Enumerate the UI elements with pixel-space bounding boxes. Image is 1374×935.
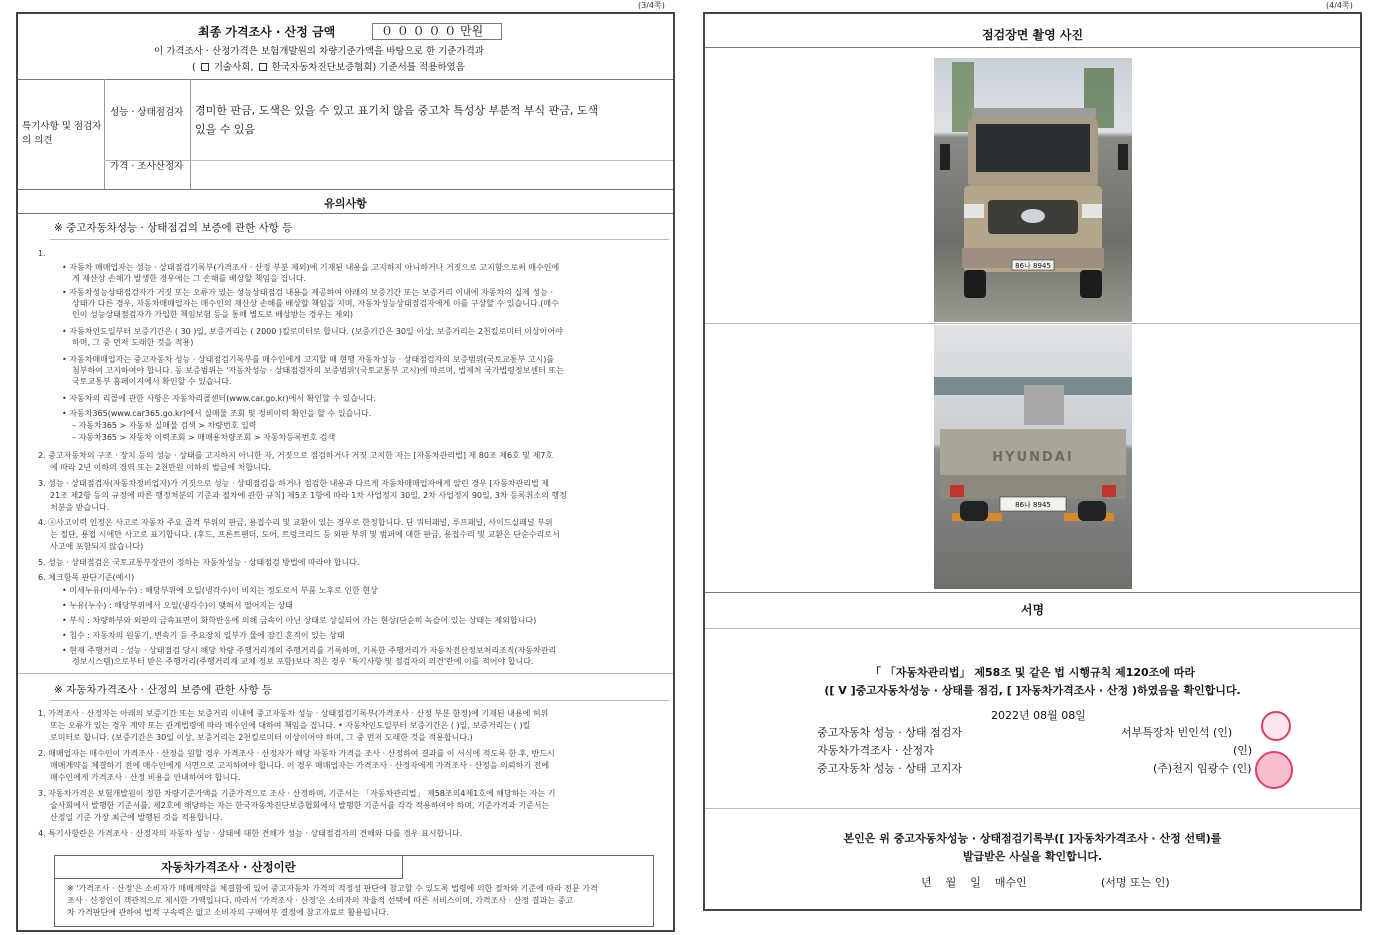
- section-heading: ※ 자동차가격조사 · 산정의 보증에 관한 사항 등: [54, 684, 273, 696]
- final-price-note: 이 가격조사 · 산정가격은 보험개발원의 차량기준가액을 바탕으로 한 기준가격과: [154, 46, 485, 57]
- license-plate-text: 86나 8945: [1015, 262, 1051, 270]
- list-item: 술사회에서 발행한 기준서를, 제2호에 해당하는 자는 한국자동차진단보증협회에서 발행한 기준서를 각각 적용하여야 하며, 기준가격과 기준서는: [50, 801, 550, 810]
- standard-options: ( 기술사회, 한국자동차진단보증협회) 기준서를 적용하였음: [192, 62, 465, 73]
- opinion-section-label: 특기사항 및 점검자의 의견: [22, 121, 102, 146]
- signer-role: 중고자동차 성능 · 상태 점검자: [817, 726, 962, 739]
- inspection-photo-front: [934, 58, 1132, 322]
- list-item: 3. 자동차가격은 보험개발원이 정한 차량기준가액을 기준가격으로 조사 · 산정하며, 기준서는 「자동차관리법」 제58조의4제1호에 해당하는 자는 기: [38, 789, 556, 798]
- list-item: 상태가 다른 경우, 자동차매매업자는 매수인의 재산상 손해를 배상할 책임을 지며, 자동차성능상태점검자에게 이를 구상할 수 있습니다.(매수: [72, 299, 559, 308]
- list-item: 5. 성능 · 상태점검은 국토교통부장관이 정하는 자동차성능 · 상태점검 방법에 따라야 합니다.: [38, 558, 360, 567]
- list-item: 사고에 포함되지 않습니다): [50, 542, 144, 551]
- list-item: 21조 제2항 등의 규정에 따른 행정처분의 기준과 절차에 관한 규칙] 제5조 1항에 따라 1차 사업정지 30일, 2차 사업정지 90일, 3차 등록취소의 행정: [50, 491, 567, 500]
- signature-section-title: 서명: [1020, 603, 1045, 617]
- buyer-signature-field[interactable]: (서명 또는 인): [1101, 876, 1170, 889]
- list-item: • 자동차 매매업자는 성능 · 상태점검기록부(가격조사 · 산정 부분 제외)에 기재된 내용을 고지하지 아니하거나 거짓으로 고지함으로써 매수인에: [62, 263, 560, 272]
- inspector-opinion-text: 있을 수 있음: [195, 123, 256, 136]
- list-item: 2. 매매업자는 매수인이 가격조사 · 산정을 원할 경우 가격조사 · 산정자가 해당 자동차 가격을 조사 · 산정하여 결과를 이 서식에 적도록 한 후, 반드시: [38, 749, 555, 758]
- photo-section-title: 점검장면 촬영 사진: [981, 28, 1084, 42]
- page-number: (3/4쪽): [638, 1, 665, 10]
- definition-title: 자동차가격조사 · 산정이란: [55, 856, 403, 879]
- law-reference: 「 「자동차관리법」 제58조 및 같은 법 시행규칙 제120조에 따라: [869, 666, 1196, 679]
- final-price-label: 최종 가격조사 · 산정 금액: [198, 25, 336, 39]
- form-page-4: [703, 12, 1362, 911]
- signer-name: (인): [1233, 744, 1253, 757]
- list-item: • 현재 주행거리 : 성능 · 상태점검 당시 해당 차량 주행거리계의 주행거리를 기록하며, 기록한 주행거리가 자동차전산정보처리조직(자동차관리: [62, 646, 557, 655]
- list-item: 3. 성능 · 상태점검자(자동차정비업자)가 거짓으로 성능 · 상태점검을 하거나 점검한 내용과 다르게 자동차매매업자에게 알린 경우 [자동차관리법 제: [38, 479, 549, 488]
- list-item: – 자동차365 > 자동차 실매물 검색 > 차량번호 입력: [72, 421, 257, 430]
- final-price-field[interactable]: ０ ０ ０ ０ ０ 만원: [372, 23, 502, 40]
- list-number: 1.: [38, 249, 46, 258]
- list-item: 또는 오류가 있는 경우 계약 또는 관계법령에 따라 매수인에 대하여 책임을 집니다. • 자동차인도일부터 보증기간은 ( )일, 보증거리는 ( )킬: [50, 721, 531, 730]
- list-item: • 자동차성능상태점검자가 거짓 또는 오류가 있는 성능상태점검 내용을 제공하여 아래의 보증기간 또는 보증거리 이내에 자동차의 실제 성능 ·: [62, 288, 553, 297]
- list-item: 2. 중고자동차의 구조 · 장치 등의 성능 · 상태를 고지하지 아니한 자, 거짓으로 점검하거나 거짓 고지한 자는 [자동차관리법] 제 80조 제6호 및 제7호: [38, 451, 554, 460]
- list-item: – 자동차365 > 자동차 이력조회 > 매매용차량조회 > 자동차등록번호 검색: [72, 433, 336, 442]
- inspector-opinion-text: 경미한 판금, 도색은 있을 수 있고 표기치 않음 중고차 특성상 부분적 부식 판금, 도색: [195, 104, 599, 117]
- inspection-photo-rear: [934, 325, 1132, 589]
- signer-name: 서부특장차 빈인석 (인): [1121, 726, 1233, 739]
- buyer-date-line: 년 월 일 매수인: [921, 876, 1027, 889]
- signature-date: 2022년 08월 08일: [991, 709, 1086, 722]
- list-item: 1. 가격조사 · 산정자는 아래의 보증기간 또는 보증거리 이내에 중고자동차 성능 · 상태점검기록부(가격조사 · 산정 부분 한정)에 기재된 내용에 허위: [38, 709, 549, 718]
- definition-box: [54, 855, 654, 927]
- list-item: 하며, 그 중 먼저 도래한 것을 적용): [72, 338, 194, 347]
- confirmation-statement: ([ V ]중고자동차성능 · 상태를 점검, [ ]자동차가격조사 · 산정 )하였음을 확인합니다.: [824, 684, 1241, 697]
- receipt-statement: 본인은 위 중고자동차성능 · 상태점검기록부([ ]자동차가격조사 · 산정 선택)를: [843, 832, 1222, 845]
- appraiser-label: 가격 · 조사산정자: [110, 161, 184, 172]
- definition-text: ※ '가격조사 · 산정'은 소비자가 매매계약을 체결함에 있어 중고자동차 가격의 적정성 판단에 참고할 수 있도록 법령에 의한 절차와 기준에 따라 전문 가격: [67, 884, 598, 893]
- definition-text: 조사 · 산정인이 객관적으로 제시한 가액입니다. 따라서 '가격조사 · 산정'은 소비자의 자율적 선택에 따른 서비스이며, 가격조사 · 산정 결과는 중고: [67, 896, 573, 905]
- list-item: 매수인에게 가격조사 · 산정 비용을 안내하여야 합니다.: [50, 773, 241, 782]
- option-label: 한국자동차진단보증협회) 기준서를 적용하였음: [271, 62, 465, 73]
- license-plate-text: 86나 8945: [1015, 501, 1051, 509]
- form-page-3: [16, 12, 675, 932]
- list-item: • 자동차의 리콜에 관한 사항은 자동차리콜센터(www.car.go.kr)에서 확인할 수 있습니다.: [62, 394, 377, 403]
- seal-stamp-icon: [1261, 711, 1291, 741]
- option-checkbox[interactable]: [259, 63, 267, 71]
- list-item: 에 따라 2년 이하의 징역 또는 2천만원 이하의 벌금에 처합니다.: [50, 463, 272, 472]
- list-item: • 누유(누수) : 해당부위에서 오일(냉각수)이 맺혀서 떨어지는 상태: [62, 601, 293, 610]
- definition-text: 차 가격판단에 관하여 법적 구속력은 없고 소비자의 구매여부 결정에 참고자료로 활용됩니다.: [67, 908, 389, 917]
- notice-title: 유의사항: [324, 197, 367, 210]
- list-item: 국토교통부 홈페이지에서 확인할 수 있습니다.: [72, 377, 232, 386]
- list-item: 정보시스템)으로부터 받은 주행거리(주행거리계 교체 정보 포함)보다 적은 경우 '특기사항 및 점검자의 의견'란에 이를 적어야 합니다.: [72, 657, 534, 666]
- list-item: • 자동차매매업자는 중고자동차 성능 · 상태점검기록부를 매수인에게 고지할 때 현행 자동차성능 · 상태점검자의 보증범위(국토교통부 고시)를: [62, 355, 555, 364]
- page-number: (4/4쪽): [1326, 1, 1353, 10]
- section-heading: ※ 중고자동차성능 · 상태점검의 보증에 관한 사항 등: [54, 222, 293, 234]
- list-item: 게 재산상 손해가 발생한 경우에는 그 손해를 배상할 책임을 집니다.: [72, 274, 307, 283]
- list-item: 로미터로 합니다. (보증기간은 30일 이상, 보증거리는 2천킬로미터 이상이어야 하며, 그 중 먼저 도래한 것을 적용합니다.): [50, 733, 473, 742]
- list-item: 4. ⓐ사고이력 인정은 사고로 자동차 주요 골격 부위의 판금, 용접수리 및 교환이 있는 경우로 한정합니다. 단 쿼터패널, 루프패널, 사이드실패널 부위: [38, 518, 553, 527]
- inspector-label: 성능 · 상태점검자: [110, 107, 184, 118]
- list-item: 산정일 기준 가장 최근에 발행된 것을 적용합니다.: [50, 813, 223, 822]
- list-item: 는 절단, 용접 시에만 사고로 표기합니다. (후드, 프론트펜더, 도어, 트렁크리드 등 외판 부위 및 범퍼에 대한 판금, 용접수리 및 교환은 단순수리로서: [50, 530, 560, 539]
- seal-stamp-icon: [1255, 751, 1293, 789]
- signer-role: 중고자동차 성능 · 상태 고지자: [817, 762, 962, 775]
- list-item: • 미세누유(미세누수) : 해당부위에 오일(냉각수)이 비치는 정도로서 부품 노후로 인한 현상: [62, 586, 378, 595]
- list-item: 6. 체크항목 판단기준(예시): [38, 573, 135, 582]
- list-item: 첨부하여 고지하여야 합니다. 동 보증범위는 '자동차성능 · 상태점검자의 보증범위'(국토교통부 고시)에 따르며, 법제처 국가법령정보센터 또는: [72, 366, 564, 375]
- list-item: • 자동차인도일부터 보증기간은 ( 30 )일, 보증거리는 ( 2000 )킬로미터로 합니다. (보증기간은 30일 이상, 보증거리는 2천킬로미터 이상이어야: [62, 327, 563, 336]
- list-item: 인이 성능상태점검자가 가입한 책임보험 등을 통해 별도로 배상받는 경우는 제외): [72, 310, 354, 319]
- list-item: • 부식 : 차량하부와 외판의 금속표면이 화학반응에 의해 금속이 아닌 상태로 상실되어 가는 현상(단순히 녹슬어 있는 상태는 제외합니다): [62, 616, 537, 625]
- signer-name: (주)천지 임광수 (인): [1153, 762, 1252, 775]
- list-item: 처분을 받습니다.: [50, 503, 110, 512]
- option-label: 기술사회,: [213, 62, 254, 73]
- list-item: • 침수 : 자동차의 원동기, 변속기 등 주요장치 일부가 물에 잠긴 흔적이 있는 상태: [62, 631, 345, 640]
- brand-lettering: HYUNDAI: [992, 450, 1074, 465]
- list-item: • 자동차365(www.car365.go.kr)에서 실매물 조회 및 정비이력 확인을 할 수 있습니다.: [62, 409, 372, 418]
- receipt-statement: 발급받은 사실을 확인합니다.: [962, 850, 1103, 863]
- list-item: 4. 특기사항란은 가격조사 · 산정자의 자동차 성능 · 상태에 대한 견해가 성능 · 상태점검자의 견해와 다를 경우 표시합니다.: [38, 829, 463, 838]
- option-checkbox[interactable]: [201, 63, 209, 71]
- signer-role: 자동차가격조사 · 산정자: [817, 744, 934, 757]
- list-item: 매매계약을 체결하기 전에 매수인에게 서면으로 고지하여야 합니다. 이 경우 매매업자는 가격조사 · 산정자에게 가격조사 · 산정을 의뢰하기 전에: [50, 761, 550, 770]
